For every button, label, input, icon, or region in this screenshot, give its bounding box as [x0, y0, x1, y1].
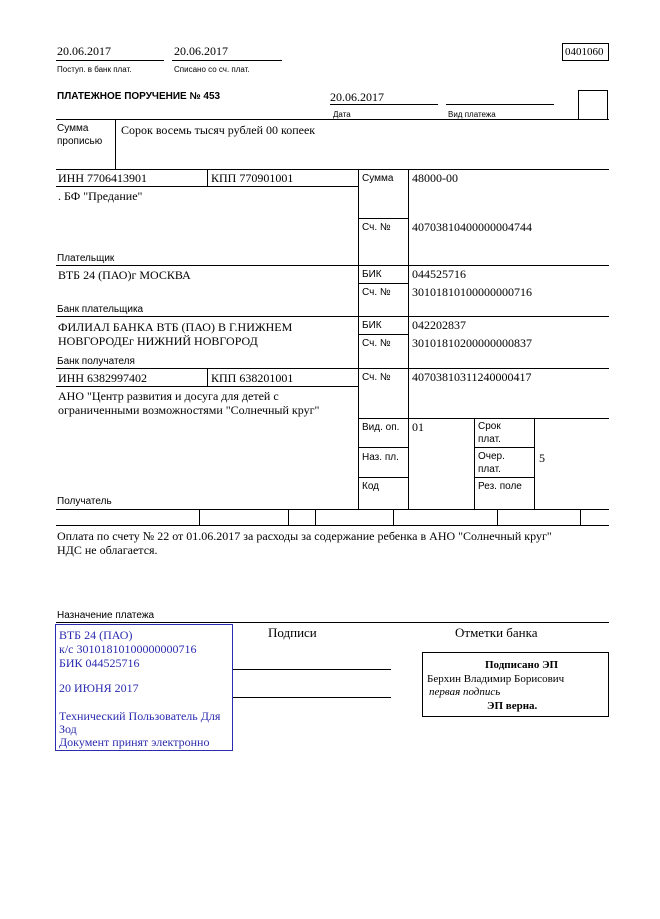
amount-words-label-1: Сумма	[57, 123, 89, 134]
srok-label-1: Срок	[478, 421, 501, 432]
payer-kpp: КПП 770901001	[211, 171, 294, 185]
stamp-accepted: Документ принят электронно	[59, 735, 210, 749]
recipient-label: Получатель	[57, 496, 112, 507]
esign-status: ЭП верна.	[487, 700, 538, 712]
sum-label: Сумма	[362, 173, 394, 184]
esign-box	[422, 652, 609, 717]
rec-acc: 40703810311240000417	[412, 370, 532, 384]
signatures-label: Подписи	[268, 625, 317, 640]
status-box	[578, 90, 608, 120]
recipient-bank-label: Банк получателя	[57, 356, 135, 367]
recipient-name-2: ограниченными возможностями "Солнечный круг"	[58, 403, 320, 417]
rez-label: Рез. поле	[478, 481, 522, 492]
payer-bank-label: Банк плательщика	[57, 304, 144, 315]
rec-acc-label: Сч. №	[362, 372, 391, 383]
ocher-label-1: Очер.	[478, 451, 505, 462]
payer-corr: 30101810100000000716	[412, 285, 532, 299]
stamp-user-1: Технический Пользователь Для	[59, 709, 221, 723]
rec-bik: 042202837	[412, 318, 466, 332]
amount-words-value: Сорок восемь тысяч рублей 00 копеек	[121, 123, 316, 137]
document-date-label: Дата	[333, 110, 351, 119]
esign-title: Подписано ЭП	[485, 659, 559, 671]
esign-role: первая подпись	[429, 686, 501, 698]
purpose-line-1: Оплата по счету № 22 от 01.06.2017 за расходы за содержание ребенка в АНО "Солнечный круг"	[57, 529, 552, 543]
date-received-label: Поступ. в банк плат.	[57, 65, 132, 74]
vid-op-label: Вид. оп.	[362, 422, 400, 433]
document-date: 20.06.2017	[330, 90, 384, 104]
esign-name: Берхин Владимир Борисович	[427, 673, 565, 685]
rec-corr-label: Сч. №	[362, 338, 391, 349]
form-code-box	[562, 43, 609, 61]
stamp-bank: ВТБ 24 (ПАО)	[59, 628, 133, 642]
naz-label: Наз. пл.	[362, 452, 399, 463]
purpose-label: Назначение платежа	[57, 610, 155, 621]
date-debited: 20.06.2017	[174, 44, 228, 58]
date-debited-label: Списано со сч. плат.	[174, 65, 250, 74]
recipient-bank-name-1: ФИЛИАЛ БАНКА ВТБ (ПАО) В Г.НИЖНЕМ	[58, 320, 293, 334]
bank-marks-label: Отметки банка	[455, 625, 538, 640]
kod-label: Код	[362, 481, 380, 492]
payer-bik-label: БИК	[362, 269, 382, 280]
recipient-bank-name-2: НОВГОРОДЕг НИЖНИЙ НОВГОРОД	[58, 334, 258, 348]
payer-corr-label: Сч. №	[362, 287, 391, 298]
ocher-label-2: плат.	[478, 464, 501, 475]
document-title: ПЛАТЕЖНОЕ ПОРУЧЕНИЕ № 453	[57, 91, 221, 102]
payer-acc-label: Сч. №	[362, 222, 391, 233]
rec-bik-label: БИК	[362, 320, 382, 331]
payer-inn: ИНН 7706413901	[58, 171, 147, 185]
ocher-value: 5	[539, 451, 545, 465]
rec-corr: 30101810200000000837	[412, 336, 532, 350]
payer-name: . БФ "Предание"	[58, 189, 143, 203]
payment-type-label: Вид платежа	[448, 110, 496, 119]
payer-acc: 40703810400000004744	[412, 220, 532, 234]
payer-bik: 044525716	[412, 267, 466, 281]
stamp-corr: к/с 30101810100000000716	[59, 642, 197, 656]
recipient-inn: ИНН 6382997402	[58, 371, 147, 385]
bank-stamp	[55, 624, 233, 751]
stamp-date: 20 ИЮНЯ 2017	[59, 681, 139, 695]
date-received: 20.06.2017	[57, 44, 111, 58]
stamp-bik: БИК 044525716	[59, 656, 140, 670]
payer-label: Плательщик	[57, 253, 115, 264]
sum-value: 48000-00	[412, 171, 458, 185]
form-code: 0401060	[565, 46, 604, 58]
payer-bank-name: ВТБ 24 (ПАО)г МОСКВА	[58, 268, 191, 282]
srok-label-2: плат.	[478, 434, 501, 445]
amount-words-label-2: прописью	[57, 136, 103, 147]
vid-op-value: 01	[412, 420, 424, 434]
stamp-user-2: Зод	[59, 722, 77, 736]
recipient-kpp: КПП 638201001	[211, 371, 294, 385]
recipient-name-1: АНО "Центр развития и досуга для детей с	[58, 389, 279, 403]
purpose-line-2: НДС не облагается.	[57, 543, 158, 557]
